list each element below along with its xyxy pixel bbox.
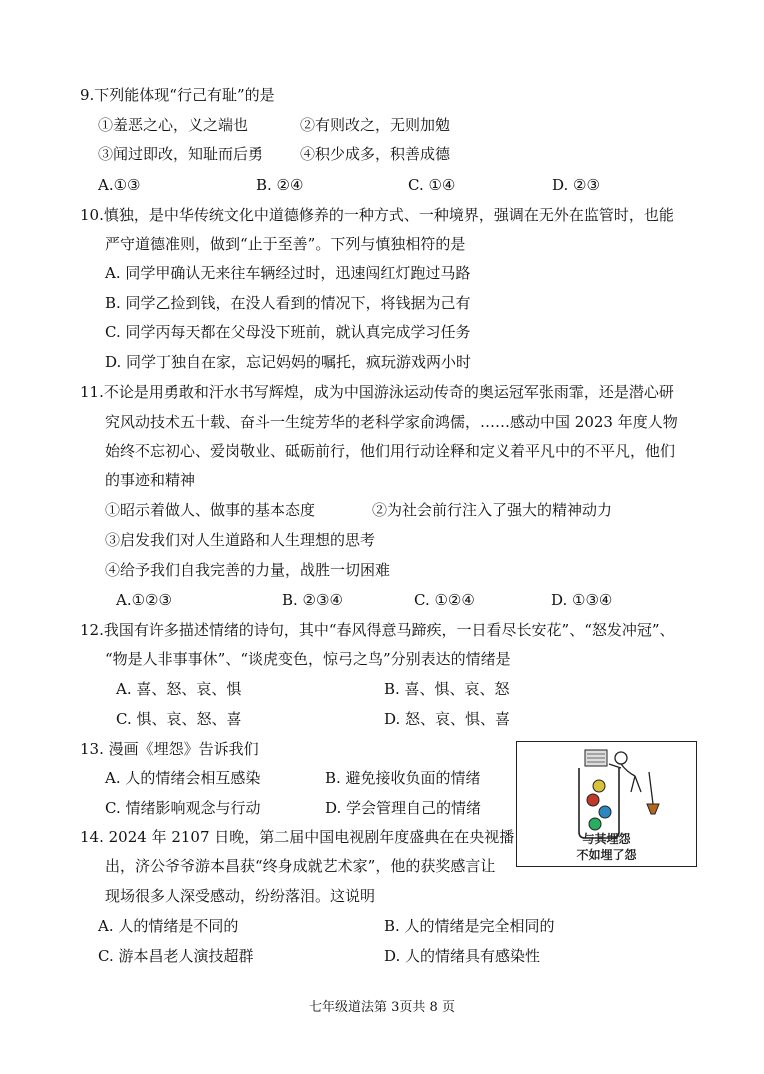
cartoon-ball <box>589 818 601 830</box>
q9-stem: 9.下列能体现“行己有耻”的是 <box>80 86 275 104</box>
q10-option-a: A. 同学甲确认无来往车辆经过时，迅速闯红灯跑过马路 <box>105 264 471 282</box>
q11-item-2: ②为社会前行注入了强大的精神动力 <box>372 501 613 519</box>
q14-option-d: D. 人的情绪具有感染性 <box>384 947 541 965</box>
q9-item-3: ③闻过即改，知耻而后勇 <box>98 145 264 163</box>
q9-item-2: ②有则改之，无则加勉 <box>300 116 451 134</box>
q11-option-d: D. ①③④ <box>551 591 613 609</box>
q13-option-c: C. 情绪影响观念与行动 <box>105 799 261 817</box>
q14-option-b: B. 人的情绪是完全相同的 <box>384 917 555 935</box>
cartoon-ball <box>593 780 605 792</box>
q13-option-b: B. 避免接收负面的情绪 <box>325 769 481 787</box>
q9-option-b: B. ②④ <box>256 176 304 194</box>
q11-option-c: C. ①②④ <box>414 591 475 609</box>
q14-option-a: A. 人的情绪是不同的 <box>98 917 239 935</box>
q13-option-d: D. 学会管理自己的情绪 <box>325 799 482 817</box>
cartoon-drawing <box>517 742 695 865</box>
q11-item-1: ①昭示着做人、做事的基本态度 <box>105 501 316 519</box>
q10-stem-line-2: 严守道德准则，做到“止于至善”。下列与慎独相符的是 <box>105 235 466 253</box>
q11-stem-line-4: 的事迹和精神 <box>105 471 196 489</box>
q10-option-c: C. 同学丙每天都在父母没下班前，就认真完成学习任务 <box>105 323 471 341</box>
q11-stem-line-3: 始终不忘初心、爱岗敬业、砥砺前行，他们用行动诠释和定义着平凡中的不平凡，他们 <box>105 442 676 460</box>
q12-option-a: A. 喜、怒、哀、惧 <box>116 680 242 698</box>
q12-option-c: C. 惧、哀、怒、喜 <box>116 710 242 728</box>
q12-option-d: D. 怒、哀、惧、喜 <box>384 710 511 728</box>
q12-stem-line-2: “物是人非事事休”、“谈虎变色，惊弓之鸟”分别表达的情绪是 <box>105 650 511 668</box>
q10-option-d: D. 同学丁独自在家，忘记妈妈的嘱托，疯玩游戏两小时 <box>105 353 472 371</box>
q12-option-b: B. 喜、惧、哀、怒 <box>384 680 510 698</box>
q11-item-3: ③启发我们对人生道路和人生理想的思考 <box>105 531 376 549</box>
q12-stem-line-1: 12.我国有许多描述情绪的诗句，其中“春风得意马蹄疾，一日看尽长安花”、“怒发冲冠”、 <box>80 621 675 639</box>
q10-stem-line-1: 10.慎独，是中华传统文化中道德修养的一种方式、一种境界，强调在无外在监管时，也能 <box>80 206 674 224</box>
q14-option-c: C. 游本昌老人演技超群 <box>98 947 254 965</box>
q9-item-4: ④积少成多，积善成德 <box>300 145 451 163</box>
q11-option-b: B. ②③④ <box>282 591 343 609</box>
q11-stem-line-2: 究风动技术五十载、奋斗一生绽芳华的老科学家俞鸿儒，……感动中国 2023 年度人物 <box>105 413 678 431</box>
complaint-cartoon <box>516 741 697 867</box>
q9-option-a: A.①③ <box>98 176 141 194</box>
q11-stem-line-1: 11.不论是用勇敢和汗水书写辉煌，成为中国游泳运动传奇的奥运冠军张雨霏，还是潜心研 <box>80 383 674 401</box>
q11-option-a: A.①②③ <box>116 591 172 609</box>
page-footer: 七年级道法第 3页共 8 页 <box>309 1000 455 1015</box>
cartoon-caption-line-2: 不如埋了怨 <box>576 848 637 862</box>
cartoon-ball <box>599 806 611 818</box>
q14-stem-line-2: 出，济公爷爷游本昌获“终身成就艺术家”，他的获奖感言让 <box>105 857 496 875</box>
q14-stem-line-1: 14. 2024 年 2107 日晚，第二届中国电视剧年度盛典在在央视播 <box>80 828 515 846</box>
q14-stem-line-3: 现场很多人深受感动，纷纷落泪。这说明 <box>105 887 376 905</box>
q13-option-a: A. 人的情绪会相互感染 <box>105 769 261 787</box>
q13-stem: 13. 漫画《埋怨》告诉我们 <box>80 740 259 758</box>
q10-option-b: B. 同学乙捡到钱，在没人看到的情况下，将钱据为己有 <box>105 294 471 312</box>
q9-option-d: D. ②③ <box>552 176 600 194</box>
q11-item-4: ④给予我们自我完善的力量，战胜一切困难 <box>105 561 391 579</box>
cartoon-ball <box>587 794 599 806</box>
q9-option-c: C. ①④ <box>408 176 456 194</box>
q9-item-1: ①羞恶之心，义之端也 <box>98 116 249 134</box>
cartoon-caption-line-1: 与其埋怨 <box>582 832 631 846</box>
